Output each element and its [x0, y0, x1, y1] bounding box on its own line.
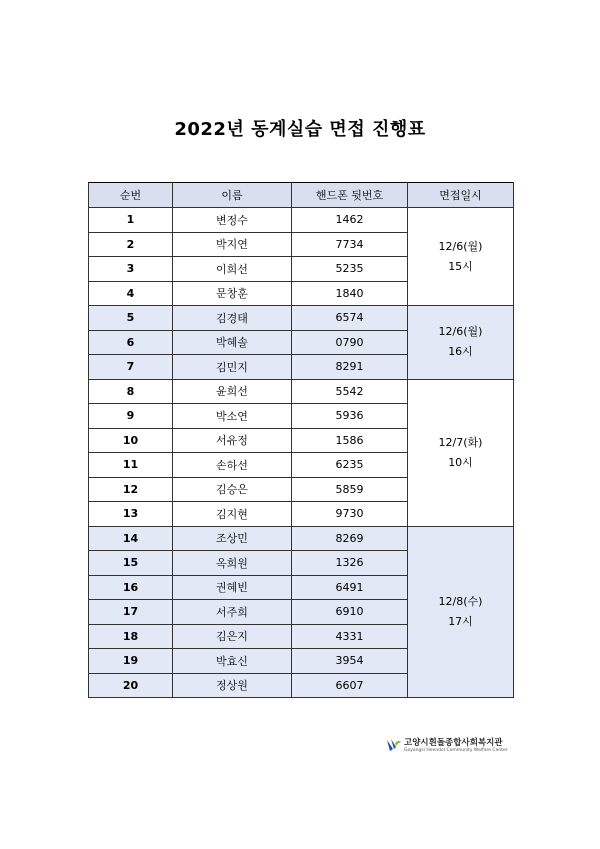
row-number: 10 [89, 428, 173, 453]
row-phone: 6574 [292, 306, 408, 331]
row-name: 조상민 [173, 526, 292, 551]
row-name: 박지연 [173, 232, 292, 257]
row-phone: 6235 [292, 453, 408, 478]
row-phone: 8291 [292, 355, 408, 380]
row-phone: 6491 [292, 575, 408, 600]
row-phone: 5859 [292, 477, 408, 502]
row-name: 윤희선 [173, 379, 292, 404]
row-phone: 7734 [292, 232, 408, 257]
row-number: 5 [89, 306, 173, 331]
interview-slot [408, 526, 514, 698]
row-phone: 5235 [292, 257, 408, 282]
row-number: 19 [89, 649, 173, 674]
row-name: 권혜빈 [173, 575, 292, 600]
row-phone: 9730 [292, 502, 408, 527]
slot-time: 17시 [448, 614, 473, 628]
row-name: 옥희원 [173, 551, 292, 576]
row-name: 문창훈 [173, 281, 292, 306]
logo-name: 고양시흰돌종합사회복지관 [404, 738, 503, 748]
row-name: 김은지 [173, 624, 292, 649]
row-name: 이희선 [173, 257, 292, 282]
row-name: 김민지 [173, 355, 292, 380]
row-number: 14 [89, 526, 173, 551]
slot-time: 15시 [448, 259, 473, 273]
row-number: 18 [89, 624, 173, 649]
header-phone: 핸드폰 뒷번호 [292, 183, 408, 208]
slot-date: 12/8(수) [438, 594, 483, 608]
row-phone: 6910 [292, 600, 408, 625]
row-name: 정상원 [173, 673, 292, 698]
row-name: 김경태 [173, 306, 292, 331]
table-header-row [89, 183, 514, 208]
row-phone: 3954 [292, 649, 408, 674]
header-number: 순번 [89, 183, 173, 208]
row-phone: 1462 [292, 208, 408, 233]
row-number: 13 [89, 502, 173, 527]
row-number: 15 [89, 551, 173, 576]
row-number: 3 [89, 257, 173, 282]
row-name: 박혜솔 [173, 330, 292, 355]
interview-schedule-table [88, 182, 514, 698]
row-number: 17 [89, 600, 173, 625]
row-phone: 1326 [292, 551, 408, 576]
table-row [89, 306, 514, 331]
slot-time: 16시 [448, 345, 473, 359]
interview-slot [408, 208, 514, 306]
row-number: 2 [89, 232, 173, 257]
row-name: 변정수 [173, 208, 292, 233]
row-number: 1 [89, 208, 173, 233]
row-name: 서주희 [173, 600, 292, 625]
slot-time: 10시 [448, 455, 473, 469]
row-number: 9 [89, 404, 173, 429]
row-number: 16 [89, 575, 173, 600]
row-number: 11 [89, 453, 173, 478]
row-number: 6 [89, 330, 173, 355]
table-row [89, 526, 514, 551]
row-number: 20 [89, 673, 173, 698]
table-row [89, 379, 514, 404]
organization-logo [386, 736, 516, 758]
slot-date: 12/6(월) [438, 239, 483, 253]
row-name: 박효신 [173, 649, 292, 674]
row-number: 7 [89, 355, 173, 380]
page-title: 2022년 동계실습 면접 진행표 [174, 119, 426, 140]
row-name: 손하선 [173, 453, 292, 478]
header-name: 이름 [173, 183, 292, 208]
row-phone: 5542 [292, 379, 408, 404]
slot-date: 12/7(화) [438, 435, 483, 449]
row-phone: 4331 [292, 624, 408, 649]
logo-name-english: Goyangsi Heendol Community Welfare Center [404, 748, 508, 753]
row-phone: 6607 [292, 673, 408, 698]
row-name: 김지현 [173, 502, 292, 527]
row-number: 4 [89, 281, 173, 306]
row-name: 김승은 [173, 477, 292, 502]
row-name: 박소연 [173, 404, 292, 429]
row-phone: 1586 [292, 428, 408, 453]
slot-date: 12/6(월) [438, 325, 483, 339]
row-phone: 5936 [292, 404, 408, 429]
row-number: 12 [89, 477, 173, 502]
row-name: 서유정 [173, 428, 292, 453]
row-number: 8 [89, 379, 173, 404]
table-row [89, 208, 514, 233]
logo-mark-icon [386, 737, 402, 753]
header-datetime: 면접일시 [408, 183, 514, 208]
interview-slot [408, 306, 514, 380]
interview-slot [408, 379, 514, 526]
row-phone: 1840 [292, 281, 408, 306]
row-phone: 0790 [292, 330, 408, 355]
row-phone: 8269 [292, 526, 408, 551]
